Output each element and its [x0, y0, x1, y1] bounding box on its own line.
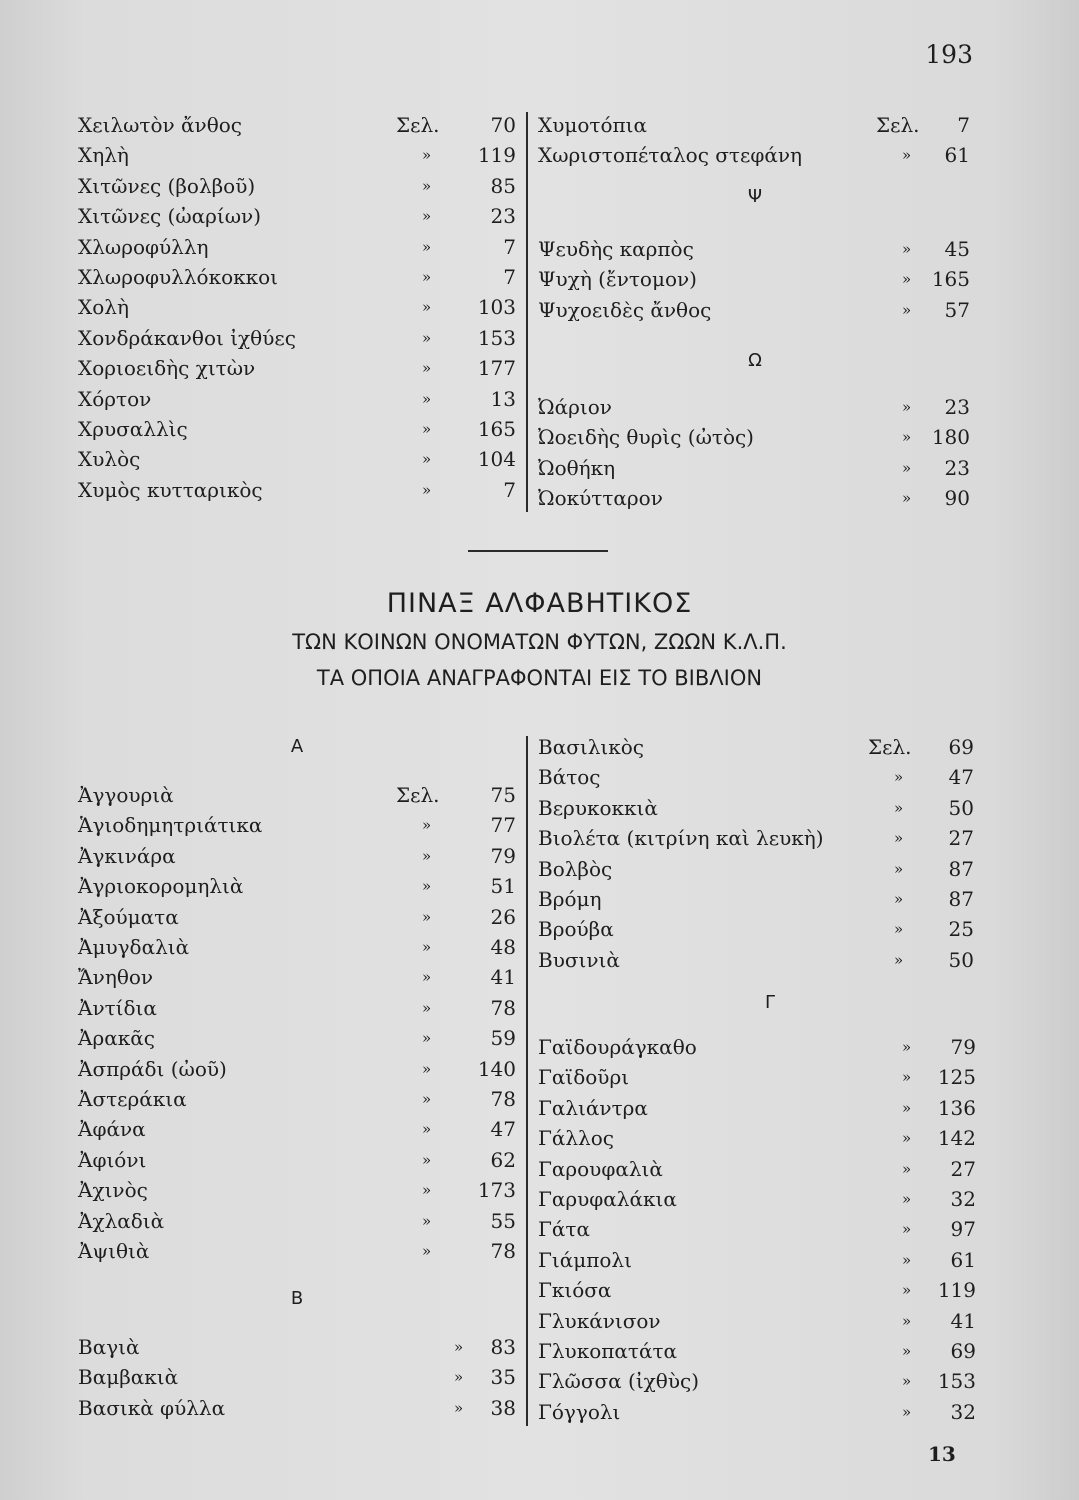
entry-page-number: 27 [948, 826, 974, 851]
entry-page-number: 59 [490, 1026, 516, 1051]
entry-page-number: 7 [957, 113, 970, 137]
entry-page-number: 180 [931, 425, 970, 450]
entry-name: Βαγιὰ [78, 1335, 140, 1359]
entry-sel-marker: » [422, 328, 432, 347]
entry-sel-marker: » [422, 1029, 432, 1048]
entry-page-number: 27 [950, 1156, 976, 1181]
entry-name: Ἀξούματα [78, 904, 179, 929]
entry-sel-marker: » [422, 846, 432, 865]
entry-sel-marker: » [422, 1120, 432, 1139]
entry-page-number: 119 [477, 143, 516, 168]
index-entry [78, 201, 518, 231]
entry-sel-marker: » [902, 398, 912, 416]
entry-name: Γαϊδοῦρι [538, 1065, 630, 1090]
entry-sel-marker: » [422, 359, 432, 378]
entry-page-number: 61 [944, 143, 970, 168]
entry-name: Χόρτον [78, 386, 152, 411]
entry-sel-marker: Σελ. [868, 735, 912, 759]
index-entry [538, 1397, 978, 1427]
index-entry [78, 140, 518, 170]
entry-name: Χωριστοπέταλος στεφάνη [538, 143, 802, 168]
entry-page-number: 77 [490, 813, 516, 838]
entry-sel-marker: » [422, 998, 432, 1017]
entry-name: Γιάμπολι [538, 1247, 632, 1272]
entry-page-number: 41 [950, 1308, 976, 1333]
index-entry [538, 854, 978, 884]
index-entry [78, 841, 518, 871]
entry-page-number: 25 [948, 917, 974, 942]
entry-sel-marker: » [422, 968, 432, 987]
entry-sel-marker: Σελ. [396, 113, 440, 137]
entry-page-number: 125 [937, 1065, 976, 1090]
entry-name: Χλωροφυλλόκοκκοι [78, 265, 278, 289]
index-entry [538, 1245, 978, 1275]
entry-name: Χυμοτόπια [538, 113, 648, 137]
entry-sel-marker: » [902, 489, 912, 508]
entry-sel-marker: » [422, 389, 432, 408]
index-entry [538, 264, 978, 294]
index-entry [538, 1032, 978, 1062]
index-entry [538, 234, 978, 264]
index-entry [538, 422, 978, 452]
entry-page-number: 61 [950, 1247, 976, 1272]
entry-sel-marker: » [422, 1090, 432, 1108]
entry-page-number: 87 [948, 887, 974, 911]
entry-name: Ἀγκινάρα [78, 843, 176, 868]
entry-page-number: 48 [490, 935, 516, 959]
index-entry [538, 945, 978, 975]
entry-name: Γάλλος [538, 1126, 614, 1151]
index-entry [78, 444, 518, 474]
entry-name: Γαϊδουράγκαθο [538, 1035, 697, 1059]
index-entry [538, 295, 978, 325]
signature-number: 13 [928, 1442, 956, 1466]
entry-page-number: 50 [948, 795, 974, 820]
entry-page-number: 7 [503, 265, 516, 289]
index-entry [538, 884, 978, 914]
entry-page-number: 50 [948, 947, 974, 972]
entry-sel-marker: » [422, 480, 432, 499]
entry-sel-marker: » [902, 458, 912, 477]
entry-name: Χηλὴ [78, 143, 129, 168]
index-entry [78, 1023, 518, 1053]
entry-sel-marker: » [422, 1211, 432, 1230]
entry-page-number: 75 [490, 783, 516, 807]
index-entry [78, 414, 518, 444]
entry-name: Χονδράκανθοι ἰχθύες [78, 325, 296, 350]
entry-page-number: 26 [490, 904, 516, 929]
entry-page-number: 165 [931, 267, 970, 292]
entry-page-number: 23 [944, 455, 970, 480]
index-entry [78, 1114, 518, 1144]
entry-page-number: 51 [490, 874, 516, 899]
index-entry [538, 453, 978, 483]
entry-name: Χολὴ [78, 295, 129, 320]
index-entry [538, 483, 978, 513]
entry-name: Βολβὸς [538, 856, 613, 881]
entry-sel-marker: » [894, 859, 904, 878]
entry-name: Βάτος [538, 765, 601, 790]
entry-page-number: 119 [937, 1278, 976, 1303]
entry-sel-marker: » [422, 938, 432, 956]
entry-page-number: 23 [490, 204, 516, 229]
index-entry [538, 1093, 978, 1123]
entry-name: Γλυκάνισον [538, 1308, 661, 1333]
entry-sel-marker: » [422, 298, 432, 317]
entry-sel-marker: » [894, 890, 904, 908]
entry-page-number: 103 [477, 295, 516, 320]
entry-sel-marker: » [902, 270, 912, 289]
entry-name: Χλωροφύλλη [78, 234, 209, 259]
entry-page-number: 153 [937, 1369, 976, 1394]
entry-sel-marker: » [902, 1250, 912, 1269]
entry-name: Ψυχὴ (ἔντομον) [538, 267, 697, 292]
index-entry [78, 1393, 518, 1423]
entry-name: Ἀγριοκορομηλιὰ [78, 874, 244, 899]
entry-sel-marker: » [894, 829, 904, 848]
entry-name: Ἄνηθον [78, 965, 154, 990]
index-entry [78, 1362, 518, 1392]
entry-name: Ἀχλαδιὰ [78, 1208, 165, 1233]
entry-name: Γκιόσα [538, 1278, 612, 1303]
section-letter-gamma: Γ [764, 992, 776, 1013]
entry-page-number: 79 [490, 843, 516, 868]
top-column-divider [526, 112, 528, 512]
entry-name: Γλῶσσα (ἰχθὺς) [538, 1369, 699, 1394]
index-entry [78, 292, 518, 322]
entry-sel-marker: » [902, 1281, 912, 1300]
entry-sel-marker: » [902, 1372, 912, 1391]
entry-name: Βασιλικὸς [538, 735, 644, 759]
index-entry [78, 1175, 518, 1205]
entry-sel-marker: » [422, 420, 432, 438]
entry-name: Ἀστεράκια [78, 1087, 187, 1111]
entry-sel-marker: » [902, 1311, 912, 1330]
index-entry [78, 871, 518, 901]
entry-page-number: 70 [490, 113, 516, 137]
entry-name: Γλυκοπατάτα [538, 1339, 678, 1363]
entry-name: Ψυχοειδὲς ἄνθος [538, 297, 712, 322]
entry-sel-marker: » [454, 1398, 464, 1417]
index-entry [78, 475, 518, 505]
entry-name: Ἀντίδια [78, 995, 157, 1020]
entry-sel-marker: » [422, 877, 432, 896]
index-entry [78, 262, 518, 292]
index-entry [538, 1275, 978, 1305]
index-entry [78, 1332, 518, 1362]
index-entry [538, 140, 978, 170]
entry-sel-marker: » [894, 768, 904, 787]
entry-page-number: 104 [477, 447, 516, 472]
entry-name: Ὠοθήκη [538, 455, 616, 480]
entry-name: Βυσινιὰ [538, 947, 620, 972]
index-entry [78, 932, 518, 962]
index-entry [538, 392, 978, 422]
entry-page-number: 45 [944, 237, 970, 261]
index-entry [78, 323, 518, 353]
entry-name: Γαρουφαλιὰ [538, 1156, 663, 1181]
entry-page-number: 78 [490, 1239, 516, 1263]
entry-page-number: 136 [937, 1095, 976, 1120]
index-entry [78, 1206, 518, 1236]
entry-name: Ὠοειδὴς θυρὶς (ὠτὸς) [538, 425, 754, 450]
entry-sel-marker: » [902, 1129, 912, 1148]
entry-page-number: 78 [490, 995, 516, 1020]
index-entry [538, 823, 978, 853]
entry-sel-marker: » [902, 240, 912, 258]
section-letter-alpha: Α [290, 736, 304, 757]
entry-name: Ἀσπράδι (ὠοῦ) [78, 1056, 227, 1081]
entry-name: Χυμὸς κυτταρικὸς [78, 477, 263, 502]
entry-name: Ὠάριον [538, 395, 612, 419]
index-entry [78, 353, 518, 383]
entry-name: Ἀχινὸς [78, 1178, 148, 1203]
entry-page-number: 32 [950, 1187, 976, 1211]
entry-page-number: 7 [503, 477, 516, 502]
entry-page-number: 97 [950, 1217, 976, 1242]
entry-page-number: 85 [490, 173, 516, 198]
entry-name: Γόγγολι [538, 1399, 621, 1424]
entry-page-number: 47 [490, 1117, 516, 1142]
index-entry [78, 1084, 518, 1114]
entry-sel-marker: » [422, 1150, 432, 1169]
entry-sel-marker: » [902, 1098, 912, 1117]
entry-page-number: 38 [490, 1395, 516, 1420]
entry-name: Βρόμη [538, 887, 602, 911]
entry-page-number: 140 [477, 1056, 516, 1081]
index-entry [78, 1145, 518, 1175]
entry-sel-marker: » [894, 950, 904, 969]
entry-sel-marker: » [902, 1342, 912, 1360]
entry-sel-marker: » [422, 207, 432, 226]
index-entry [538, 793, 978, 823]
index-entry [538, 1123, 978, 1153]
entry-page-number: 35 [490, 1365, 516, 1390]
index-entry [78, 1236, 518, 1266]
entry-name: Ψευδὴς καρπὸς [538, 237, 694, 261]
entry-name: Βερυκοκκιὰ [538, 795, 658, 820]
entry-name: Βρούβα [538, 917, 614, 942]
index-entry [538, 1214, 978, 1244]
entry-sel-marker: » [422, 176, 432, 195]
entry-page-number: 7 [503, 234, 516, 259]
entry-name: Ἀρακᾶς [78, 1026, 155, 1051]
entry-sel-marker: » [422, 237, 432, 256]
entry-name: Γαρυφαλάκια [538, 1187, 677, 1211]
entry-sel-marker: » [902, 1068, 912, 1087]
entry-name: Βασικὰ φύλλα [78, 1395, 226, 1420]
index-entry [78, 110, 518, 140]
entry-name: Ἀψιθιὰ [78, 1239, 150, 1263]
index-entry [78, 993, 518, 1023]
entry-name: Βιολέτα (κιτρίνη καὶ λευκὴ) [538, 826, 824, 851]
entry-sel-marker: » [902, 1220, 912, 1239]
index-entry [78, 232, 518, 262]
entry-sel-marker: » [902, 428, 912, 447]
index-heading-title: ΠΙΝΑΞ ΑΛΦΑΒΗΤΙΚΟΣ [386, 588, 693, 619]
entry-sel-marker: » [422, 268, 432, 286]
entry-sel-marker: » [454, 1338, 464, 1356]
index-entry [538, 110, 978, 140]
entry-name: Χοριοειδὴς χιτὼν [78, 356, 256, 381]
entry-sel-marker: » [422, 450, 432, 469]
entry-page-number: 78 [490, 1087, 516, 1111]
entry-page-number: 87 [948, 856, 974, 881]
index-entry [538, 1154, 978, 1184]
entry-name: Χιτῶνες (βολβοῦ) [78, 173, 256, 198]
index-entry [538, 1366, 978, 1396]
entry-name: Βαμβακιὰ [78, 1365, 179, 1390]
index-heading-subtitle-2: ΤΑ ΟΠΟΙΑ ΑΝΑΓΡΑΦΟΝΤΑΙ ΕΙΣ ΤΟ ΒΙΒΛΙΟΝ [316, 666, 763, 690]
entry-name: Ἀμυγδαλιὰ [78, 935, 190, 959]
index-entry [78, 962, 518, 992]
entry-page-number: 142 [937, 1126, 976, 1151]
section-letter-psi: Ψ [747, 186, 763, 207]
entry-page-number: 41 [490, 965, 516, 990]
entry-page-number: 62 [490, 1147, 516, 1172]
index-entry [78, 810, 518, 840]
entry-page-number: 69 [948, 735, 974, 759]
entry-sel-marker: » [454, 1368, 464, 1387]
index-entry [538, 1184, 978, 1214]
entry-page-number: 177 [477, 356, 516, 381]
index-entry [78, 1054, 518, 1084]
index-entry [538, 1336, 978, 1366]
entry-sel-marker: » [422, 1181, 432, 1200]
index-entry [78, 780, 518, 810]
entry-page-number: 165 [477, 417, 516, 441]
entry-sel-marker: » [422, 1242, 432, 1260]
entry-name: Ἀφιόνι [78, 1147, 147, 1172]
index-entry [538, 1306, 978, 1336]
entry-name: Ἀφάνα [78, 1117, 146, 1142]
section-letter-beta: Β [290, 1288, 304, 1309]
entry-page-number: 55 [490, 1208, 516, 1233]
entry-page-number: 153 [477, 325, 516, 350]
index-entry [538, 914, 978, 944]
entry-sel-marker: » [422, 816, 432, 835]
index-heading-subtitle-1: ΤΩΝ ΚΟΙΝΩΝ ΟΝΟΜΑΤΩΝ ΦΥΤΩΝ, ΖΩΩΝ Κ.Λ.Π. [292, 630, 787, 654]
entry-name: Γαλιάντρα [538, 1095, 648, 1120]
entry-page-number: 79 [950, 1035, 976, 1059]
index-entry [78, 384, 518, 414]
index-entry [78, 902, 518, 932]
entry-name: Ὠοκύτταρον [538, 486, 663, 511]
entry-page-number: 90 [944, 486, 970, 511]
page-number: 193 [925, 40, 973, 69]
entry-sel-marker: Σελ. [396, 783, 440, 807]
entry-name: Χιτῶνες (ὠαρίων) [78, 204, 262, 229]
entry-name: Χρυσαλλὶς [78, 417, 188, 441]
entry-sel-marker: » [902, 146, 912, 165]
entry-sel-marker: » [422, 1059, 432, 1078]
entry-sel-marker: » [422, 146, 432, 165]
section-letter-omega: Ω [748, 350, 762, 371]
entry-sel-marker: » [902, 1038, 912, 1056]
entry-page-number: 57 [944, 297, 970, 322]
entry-page-number: 83 [490, 1335, 516, 1359]
entry-sel-marker: » [902, 1190, 912, 1208]
entry-sel-marker: » [902, 300, 912, 319]
index-entry [538, 732, 978, 762]
bottom-column-divider [526, 736, 528, 1426]
entry-sel-marker: » [422, 907, 432, 926]
entry-page-number: 32 [950, 1399, 976, 1424]
entry-name: Γάτα [538, 1217, 590, 1242]
entry-page-number: 173 [477, 1178, 516, 1203]
entry-sel-marker: Σελ. [876, 113, 920, 137]
index-entry [538, 1062, 978, 1092]
entry-page-number: 23 [944, 395, 970, 419]
entry-page-number: 13 [490, 386, 516, 411]
entry-sel-marker: » [902, 1402, 912, 1421]
entry-page-number: 69 [950, 1339, 976, 1363]
entry-name: Χειλωτὸν ἄνθος [78, 113, 242, 137]
entry-page-number: 47 [948, 765, 974, 790]
index-entry [538, 762, 978, 792]
entry-sel-marker: » [894, 920, 904, 939]
index-entry [78, 171, 518, 201]
section-separator [468, 550, 608, 552]
entry-name: Χυλὸς [78, 447, 141, 472]
entry-name: Ἁγιοδημητριάτικα [78, 813, 263, 838]
entry-name: Ἀγγουριὰ [78, 783, 174, 807]
entry-sel-marker: » [894, 798, 904, 817]
entry-sel-marker: » [902, 1159, 912, 1178]
